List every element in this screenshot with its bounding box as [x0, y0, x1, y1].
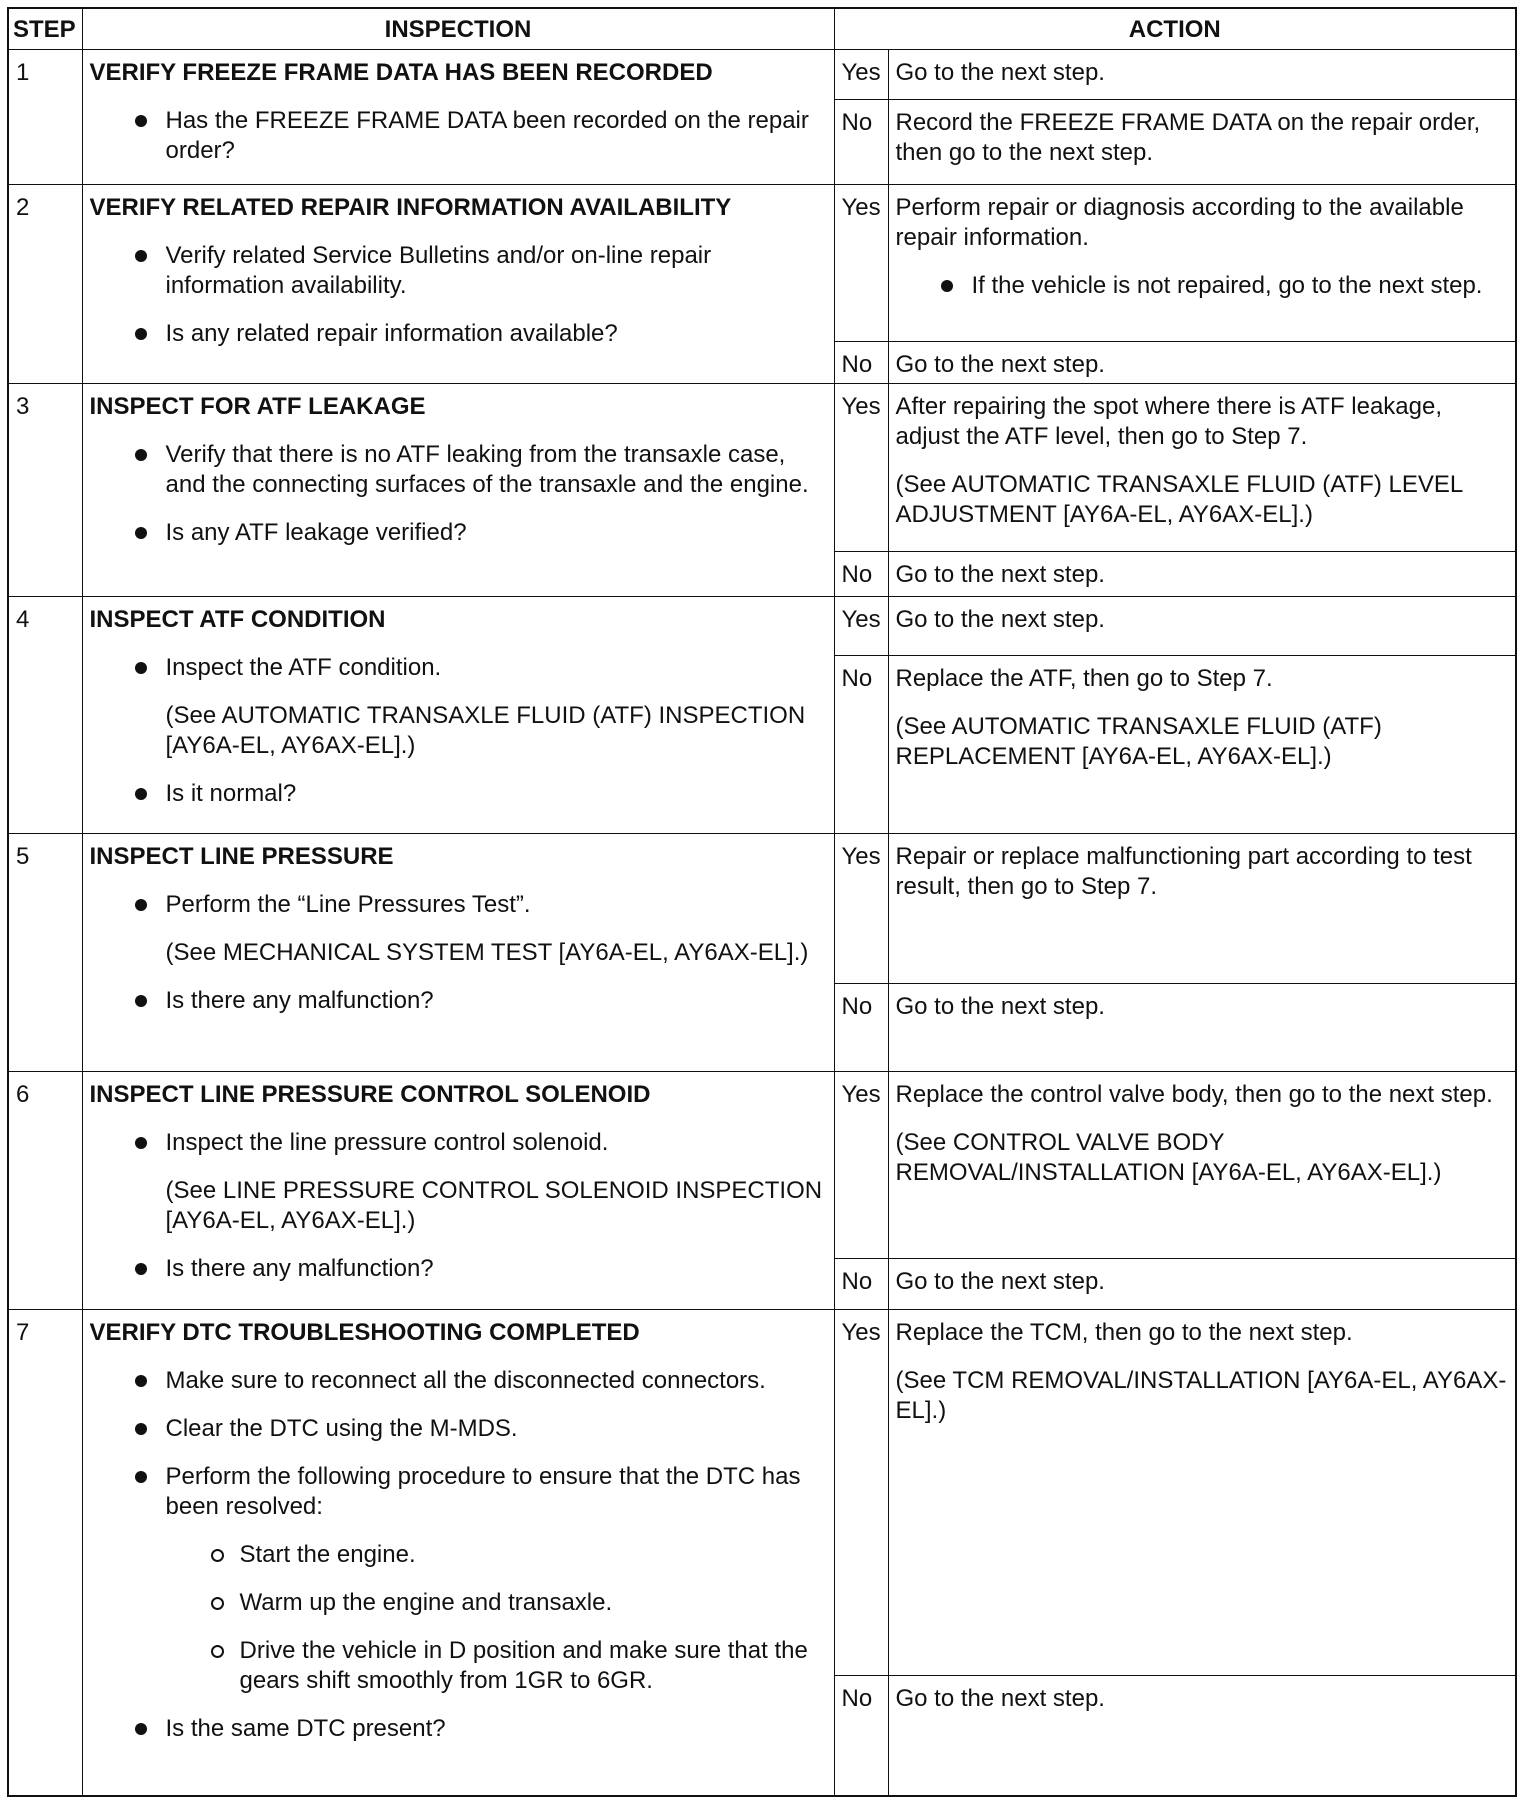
no-action	[888, 552, 1516, 597]
action-text: Go to the next step.	[895, 606, 1105, 633]
inspection-cell	[82, 384, 834, 597]
step-row-7	[8, 1310, 1516, 1676]
inspection-item: Clear the DTC using the M-MDS.	[90, 1414, 827, 1444]
action-reference: (See AUTOMATIC TRANSAXLE FLUID (ATF) LEVEL ADJUSTMENT [AY6A-EL, AY6AX-EL].)	[895, 471, 1463, 528]
action-text: Go to the next step.	[895, 59, 1105, 86]
yes-label: Yes	[834, 1072, 888, 1259]
yes-action	[888, 834, 1516, 984]
inspection-title: VERIFY DTC TROUBLESHOOTING COMPLETED	[89, 1319, 640, 1346]
yes-action	[888, 1072, 1516, 1259]
no-label: No	[834, 1259, 888, 1310]
inspection-item: Verify related Service Bulletins and/or on-line repair information availability.	[90, 241, 827, 301]
no-label: No	[834, 552, 888, 597]
diagnostic-procedure-table	[7, 7, 1517, 1797]
inspection-item: Is there any malfunction?	[90, 986, 827, 1016]
yes-label: Yes	[834, 50, 888, 100]
inspection-reference: (See AUTOMATIC TRANSAXLE FLUID (ATF) INSPECTION [AY6A-EL, AY6AX-EL].)	[165, 702, 806, 759]
no-label: No	[834, 342, 888, 384]
action-text: Replace the ATF, then go to Step 7.	[895, 665, 1273, 692]
inspection-sub-item: Drive the vehicle in D position and make sure that the gears shift smoothly from 1GR to 6GR.	[90, 1636, 827, 1696]
inspection-title: INSPECT ATF CONDITION	[89, 606, 386, 633]
yes-action	[888, 1310, 1516, 1676]
inspection-column-header: INSPECTION	[82, 8, 834, 50]
action-text: After repairing the spot where there is ATF leakage, adjust the ATF level, then go to Step 7.	[895, 393, 1443, 450]
yes-action	[888, 597, 1516, 656]
inspection-cell	[82, 597, 834, 834]
inspection-sub-item: Warm up the engine and transaxle.	[90, 1588, 827, 1618]
no-label: No	[834, 984, 888, 1072]
step-row-6	[8, 1072, 1516, 1259]
inspection-cell	[82, 834, 834, 1072]
yes-action	[888, 384, 1516, 552]
inspection-item: Is there any malfunction?	[90, 1254, 827, 1284]
yes-action	[888, 50, 1516, 100]
inspection-reference: (See LINE PRESSURE CONTROL SOLENOID INSPECTION [AY6A-EL, AY6AX-EL].)	[165, 1177, 823, 1234]
inspection-cell	[82, 50, 834, 185]
no-label: No	[834, 1676, 888, 1796]
no-label: No	[834, 100, 888, 185]
action-text: Replace the control valve body, then go to the next step.	[895, 1081, 1493, 1108]
inspection-item: Make sure to reconnect all the disconnected connectors.	[90, 1366, 827, 1396]
yes-action	[888, 185, 1516, 342]
yes-label: Yes	[834, 1310, 888, 1676]
no-action	[888, 656, 1516, 834]
inspection-item: Verify that there is no ATF leaking from the transaxle case, and the connecting surfaces of the transaxle and the engine.	[90, 440, 827, 500]
inspection-title: INSPECT LINE PRESSURE	[89, 843, 394, 870]
inspection-title: INSPECT LINE PRESSURE CONTROL SOLENOID	[89, 1081, 651, 1108]
inspection-item: Perform the following procedure to ensure that the DTC has been resolved:	[90, 1462, 827, 1522]
step-number: 5	[8, 834, 82, 1072]
inspection-item: Is any ATF leakage verified?	[90, 518, 827, 548]
step-column-header: STEP	[8, 8, 82, 50]
inspection-title: INSPECT FOR ATF LEAKAGE	[89, 393, 426, 420]
step-number: 6	[8, 1072, 82, 1310]
no-action	[888, 1676, 1516, 1796]
inspection-item: Inspect the ATF condition.	[90, 653, 827, 683]
step-row-4	[8, 597, 1516, 656]
inspection-title: VERIFY FREEZE FRAME DATA HAS BEEN RECORDED	[89, 59, 713, 86]
action-text: Go to the next step.	[895, 1268, 1105, 1295]
yes-label: Yes	[834, 597, 888, 656]
action-text: Go to the next step.	[895, 351, 1105, 378]
inspection-item: Has the FREEZE FRAME DATA been recorded on the repair order?	[90, 106, 827, 166]
inspection-cell	[82, 1072, 834, 1310]
step-row-5	[8, 834, 1516, 984]
inspection-cell	[82, 185, 834, 384]
no-label: No	[834, 656, 888, 834]
inspection-item: Is the same DTC present?	[90, 1714, 827, 1744]
inspection-item: Perform the “Line Pressures Test”.	[90, 890, 827, 920]
inspection-item: Inspect the line pressure control solenoid.	[90, 1128, 827, 1158]
step-number: 4	[8, 597, 82, 834]
yes-label: Yes	[834, 384, 888, 552]
inspection-item: Is any related repair information available?	[90, 319, 827, 349]
no-action	[888, 100, 1516, 185]
action-text: Replace the TCM, then go to the next step.	[895, 1319, 1353, 1346]
action-reference: (See TCM REMOVAL/INSTALLATION [AY6A-EL, AY6AX-EL].)	[895, 1367, 1507, 1424]
action-text: Perform repair or diagnosis according to the available repair information.	[895, 194, 1464, 251]
inspection-sub-item: Start the engine.	[90, 1540, 827, 1570]
inspection-item: Is it normal?	[90, 779, 827, 809]
action-text: Record the FREEZE FRAME DATA on the repair order, then go to the next step.	[895, 109, 1481, 167]
action-text: Repair or replace malfunctioning part according to test result, then go to Step 7.	[895, 843, 1472, 900]
step-row-3	[8, 384, 1516, 552]
no-action	[888, 984, 1516, 1072]
table-header-row	[8, 8, 1516, 50]
action-text: Go to the next step.	[895, 1685, 1105, 1712]
inspection-title: VERIFY RELATED REPAIR INFORMATION AVAILABILITY	[89, 194, 732, 221]
step-number: 2	[8, 185, 82, 384]
step-number: 1	[8, 50, 82, 185]
step-row-1	[8, 50, 1516, 100]
action-text: Go to the next step.	[895, 561, 1105, 588]
yes-label: Yes	[834, 834, 888, 984]
no-action	[888, 1259, 1516, 1310]
action-text: Go to the next step.	[895, 993, 1105, 1020]
action-reference: (See AUTOMATIC TRANSAXLE FLUID (ATF) REPLACEMENT [AY6A-EL, AY6AX-EL].)	[895, 713, 1382, 770]
step-number: 7	[8, 1310, 82, 1796]
action-reference: (See CONTROL VALVE BODY REMOVAL/INSTALLATION [AY6A-EL, AY6AX-EL].)	[895, 1129, 1442, 1186]
yes-label: Yes	[834, 185, 888, 342]
action-bullet: If the vehicle is not repaired, go to the next step.	[896, 271, 1509, 301]
inspection-reference: (See MECHANICAL SYSTEM TEST [AY6A-EL, AY6AX-EL].)	[165, 939, 809, 966]
inspection-cell	[82, 1310, 834, 1796]
no-action	[888, 342, 1516, 384]
step-row-2	[8, 185, 1516, 342]
action-column-header: ACTION	[834, 8, 1516, 50]
step-number: 3	[8, 384, 82, 597]
